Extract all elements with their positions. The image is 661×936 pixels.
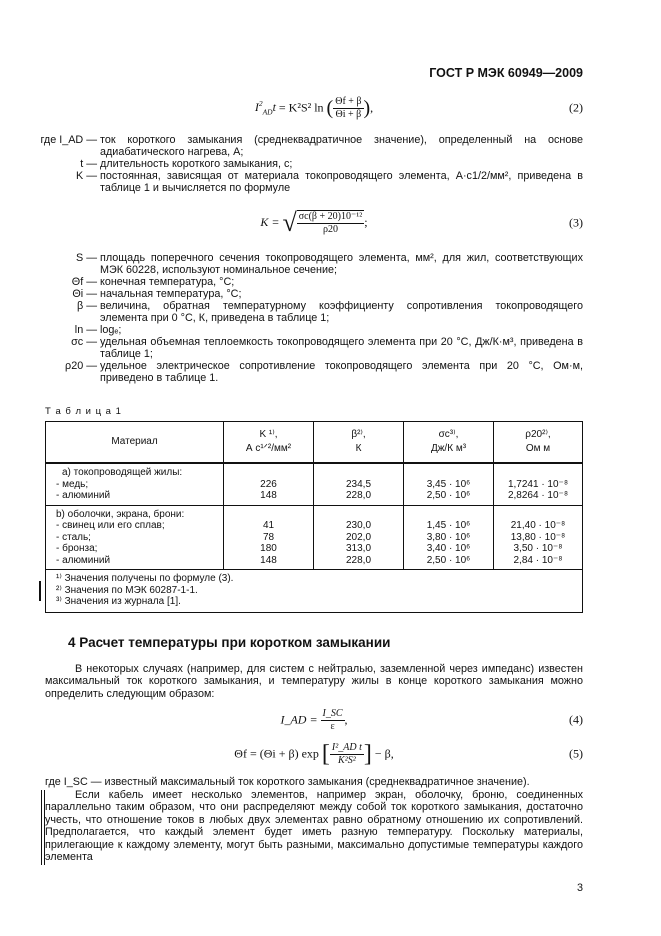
definition-rho: ρ20 — удельное электрическое сопротивление токопроводящего элемента при 20 °С, Ом·м, приведено в таблице 1. bbox=[65, 360, 583, 384]
definition-iad: где I_AD — ток короткого замыкания (среднеквадратичное значение), определенный на основе адиабатического нагрева, А; bbox=[40, 134, 583, 158]
equation-3: K = √ $\frac{\text{σc(β + 20)10⁻¹²}}{\rho 20}$ ; (3) bbox=[260, 208, 583, 237]
header-sigma: σc³⁾, Дж/К м³ bbox=[404, 422, 494, 464]
definition-theta-i: Θi — начальная температура, °С; bbox=[72, 288, 242, 300]
change-bar bbox=[39, 581, 41, 601]
table-group-conductor: a) токопроводящей жилы: - медь; - алюминий 226 148 234,5 228,0 3,45 · 10⁶ 2,50 · 10⁶ 1,7241 · 10⁻⁸ 2,8264 · 10⁻⁸ bbox=[46, 463, 583, 505]
definition-t: t — длительность короткого замыкания, с; bbox=[80, 158, 293, 170]
equation-2: $I^2_{AD}t = K^2S^2$ ln ( $\frac{\Theta f + \beta}{\Theta i + \beta}$ ), (2) bbox=[254, 95, 583, 120]
table-header-row bbox=[46, 422, 583, 464]
header-material: Материал bbox=[46, 422, 224, 464]
equation-4-number: (4) bbox=[569, 712, 583, 727]
equation-2-number: (2) bbox=[569, 100, 583, 115]
where-isc: где I_SC — известный максимальный ток короткого замыкания (среднеквадратичное значение). bbox=[45, 776, 530, 788]
equation-5: Θf = (Θi + β) exp [ $\frac{\text{I²\_AD t}}{\text{K²S²}}$ ] − β, (5) bbox=[234, 740, 583, 767]
header-beta: β²⁾, К bbox=[314, 422, 404, 464]
definition-s: S — площадь поперечного сечения токопроводящего элемента, мм², для жил, соответствующих МЭК 60228, используют номинальное сечение; bbox=[76, 252, 583, 276]
page-number: 3 bbox=[576, 881, 583, 894]
section-paragraph-2: Если кабель имеет несколько элементов, например экран, оболочку, броню, соединенных параллельно таким образом, что они распределяют между собой ток короткого замыкания, достаточно учесть, что отношение токов в любых двух элементах равно обратному отношению их сопротивлений. Предполагается, что каждый элемент будет иметь разную температуру. Поскольку материалы, прилегающие к каждому элементу, могут быть разными, максимально допустимые температуры каждого элемента bbox=[45, 788, 583, 863]
table-group-sheath: b) оболочки, экрана, брони: - свинец или его сплав; - сталь; - бронза; - алюминий 41 78 180 148 230,0 202,0 313,0 228,0 1,45 · 10⁶ 3,80 · 10⁶ 3,40 · 10⁶ 2,50 · 10⁶ 21,40 · 10⁻⁸ 13,80 · 10⁻⁸ 3,50 · 10⁻⁸ 2,84 · 10⁻⁸ bbox=[46, 505, 583, 570]
equation-5-number: (5) bbox=[569, 746, 583, 761]
header-rho: ρ20²⁾, Ом м bbox=[494, 422, 583, 464]
table-wrapper bbox=[45, 421, 583, 613]
equation-3-number: (3) bbox=[569, 215, 583, 230]
definition-beta: β — величина, обратная температурному коэффициенту сопротивления токопроводящего элемента при 0 °С, К, приведена в таблице 1; bbox=[76, 300, 583, 324]
header-k: K ¹⁾, А с¹ᐟ²/мм² bbox=[224, 422, 314, 464]
change-bar bbox=[41, 790, 42, 865]
paragraph-2-wrapper bbox=[45, 789, 583, 864]
equation-4: I_AD = $\frac{I\_SC}{\varepsilon}$ , (4) bbox=[280, 707, 583, 732]
table-footnotes: ¹⁾ Значения получены по формуле (3). ²⁾ Значения по МЭК 60287-1-1. ³⁾ Значения из журнала [1]. bbox=[46, 570, 583, 613]
definition-theta-f: Θf — конечная температура, °С; bbox=[71, 276, 235, 288]
change-bar bbox=[44, 790, 45, 865]
definition-k: K — постоянная, зависящая от материала токопроводящего элемента, А·с1/2/мм², приведена в таблице 1 и вычисляется по формуле bbox=[76, 170, 583, 194]
section-paragraph-1: В некоторых случаях (например, для систем с нейтралью, заземленной через импеданс) известен максимальный ток короткого замыкания, и температуру жилы в конце короткого замыкания можно определить следующим образом: bbox=[45, 662, 583, 700]
section-heading: 4 Расчет температуры при коротком замыкании bbox=[68, 634, 391, 650]
materials-table bbox=[45, 421, 583, 613]
definition-sigma: σc — удельная объемная теплоемкость токопроводящего элемента при 20 °С, Дж/К·м³, приведена в таблице 1; bbox=[71, 336, 583, 360]
document-id: ГОСТ Р МЭК 60949—2009 bbox=[429, 66, 583, 80]
definition-ln: ln — logₑ; bbox=[74, 324, 122, 336]
table-caption: Т а б л и ц а 1 bbox=[45, 406, 122, 417]
definitions-list bbox=[40, 134, 583, 384]
